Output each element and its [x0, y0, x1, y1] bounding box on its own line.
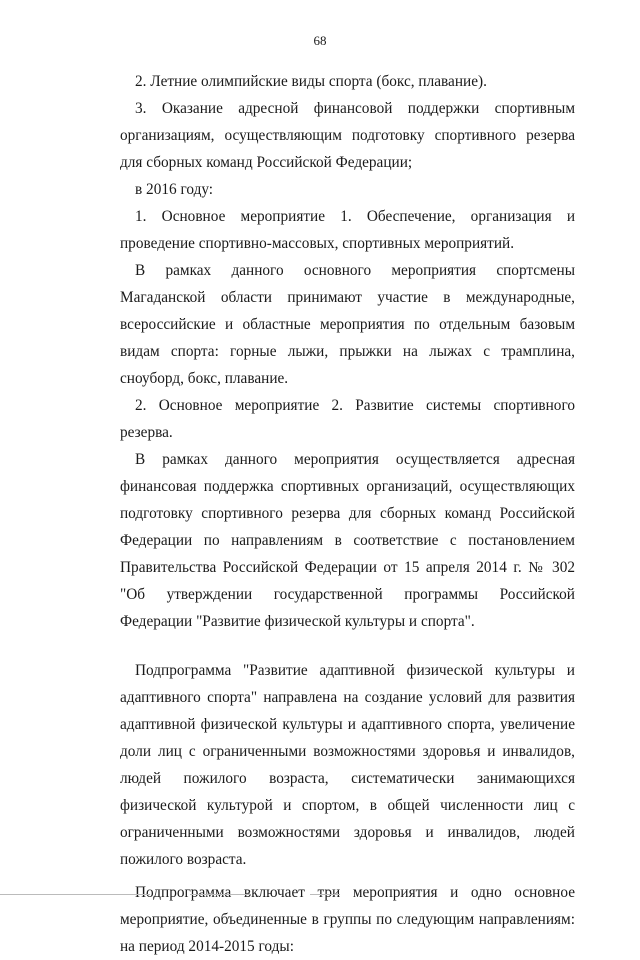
paragraph-reserve-support: В рамках данного мероприятия осуществляется адресная финансовая поддержка спортивных организаций, осуществляющих подготовку спортивного резерва для сборных команд Российской Федерации по направлениям в соответствие с постановлением Правительства Российской Федерации от 15 апреля 2014 г. № 302 "Об утверждении государственной программы Российской Федерации "Развитие физической культуры и спорта". — [120, 451, 575, 630]
paragraph-main-event-1: 1. Основное мероприятие 1. Обеспечение, организация и проведение спортивно-массовых, спортивных мероприятий. — [120, 208, 575, 252]
paragraph-financial-support: 3. Оказание адресной финансовой поддержки спортивным организациям, осуществляющим подготовку спортивного резерва для сборных команд Российской Федерации; — [120, 100, 575, 171]
paragraph-summer-sports: 2. Летние олимпийские виды спорта (бокс, плавание). — [135, 73, 487, 90]
paragraph-magadan-athletes: В рамках данного основного мероприятия спортсмены Магаданской области принимают участие в международные, всероссийские и областные мероприятия по отдельным базовым видам спорта: горные лыжи, прыжки на лыжах с трамплина, сноуборд, бокс, плавание. — [120, 262, 575, 387]
paragraph-subprogram-events: Подпрограмма включает три мероприятия и одно основное мероприятие, объединенные в группы по следующим направлениям: на период 2014-2015 годы: — [120, 884, 575, 955]
scan-edge-line — [310, 894, 340, 895]
document-body — [120, 68, 575, 960]
page-number: 68 — [313, 33, 327, 48]
paragraph-adaptive-subprogram: Подпрограмма "Развитие адаптивной физической культуры и адаптивного спорта" направлена на создание условий для развития адаптивной физической культуры и адаптивного спорта, увеличение доли лиц с ограниченными возможностями здоровья и инвалидов, людей пожилого возраста, систематически занимающихся физической культурой и спортом, в общей численности лиц с ограниченными возможностями здоровья и инвалидов, людей пожилого возраста. — [120, 662, 575, 868]
paragraph-year-2016: в 2016 году: — [135, 181, 214, 198]
paragraph-main-event-2: 2. Основное мероприятие 2. Развитие системы спортивного резерва. — [120, 397, 575, 441]
scan-edge-line — [190, 894, 250, 895]
scan-edge-line — [0, 894, 150, 895]
